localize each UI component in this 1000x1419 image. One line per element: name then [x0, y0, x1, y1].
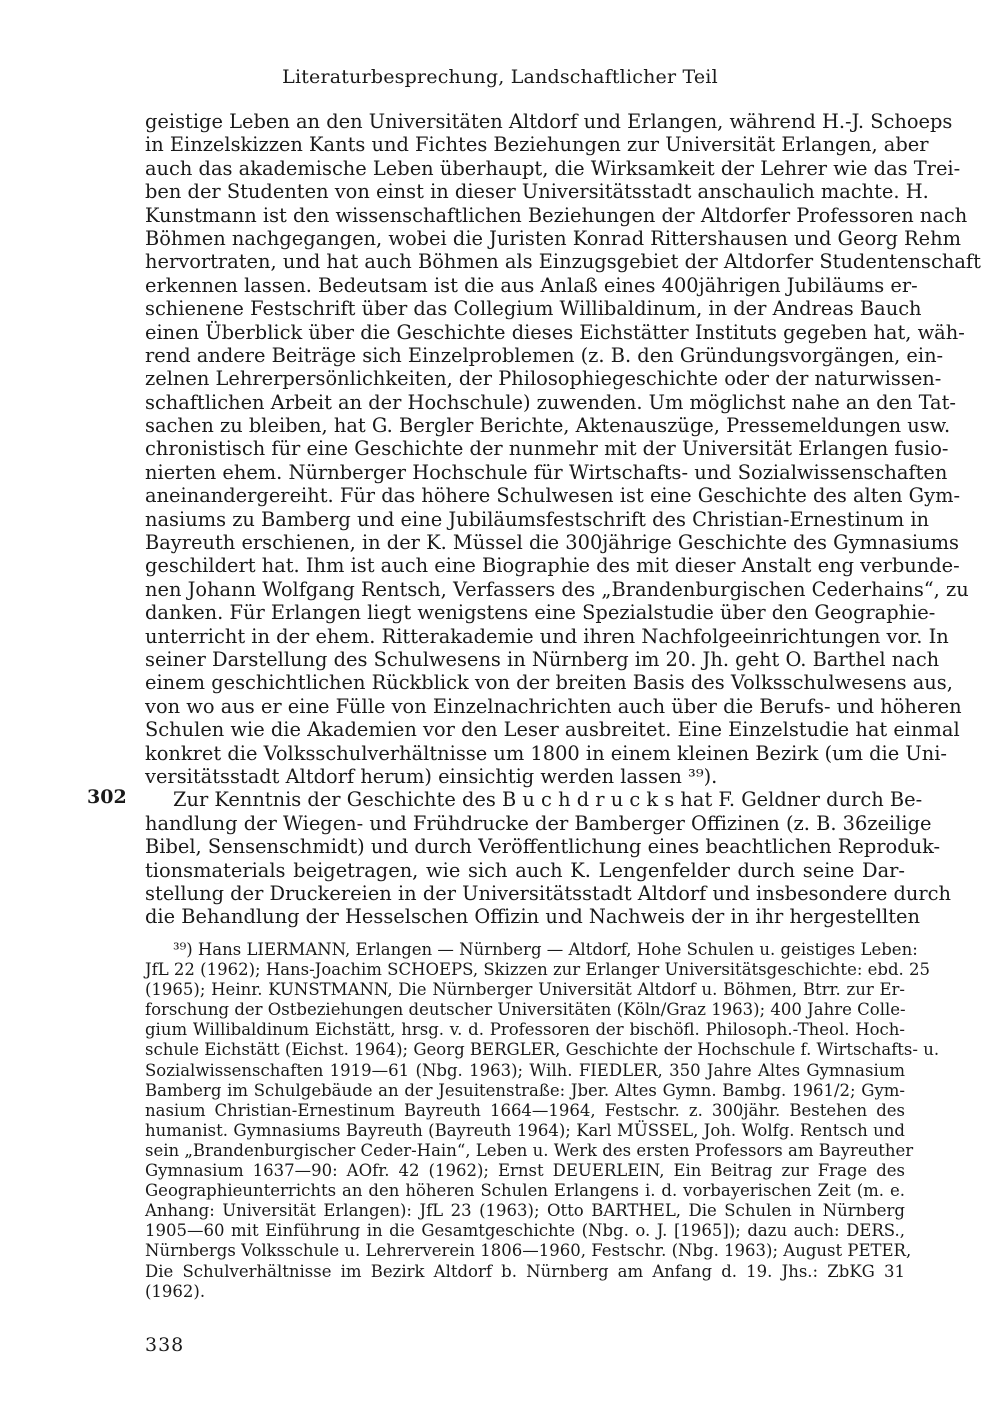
text-line: stellung der Druckereien in der Universitätsstadt Altdorf und insbesondere durch: [145, 881, 951, 905]
footnote-line: Gymnasium 1637—90: AOfr. 42 (1962); Ernst DEUERLEIN, Ein Beitrag zur Frage des: [145, 1161, 905, 1181]
text-line: unterricht in der ehem. Ritterakademie und ihren Nachfolgeeinrichtungen vor. In: [145, 624, 949, 648]
footnote-line: (1965); Heinr. KUNSTMANN, Die Nürnberger Universität Altdorf u. Böhmen, Btrr. zur Er-: [145, 980, 905, 1000]
text-line: Zur Kenntnis der Geschichte des B u c h d r u c k s hat F. Geldner durch Be-: [173, 788, 923, 812]
footnote-line: sein „Brandenburgischer Ceder-Hain“, Leben u. Werk des ersten Professors am Bayreuther: [145, 1140, 914, 1160]
text-line: handlung der Wiegen- und Frühdrucke der Bamberger Offizinen (z. B. 36zeilige: [145, 811, 932, 835]
footnote-line: Geographieunterrichts an den höheren Schulen Erlangens i. d. vorbayerischen Zeit (m. e.: [145, 1181, 905, 1201]
text-line: Schulen wie die Akademien vor den Leser ausbreitet. Eine Einzelstudie hat einmal: [145, 718, 960, 742]
footnote-line: gium Willibaldinum Eichstätt, hrsg. v. d. Professoren der bischöfl. Philosoph.-Theol. Hoch-: [145, 1020, 905, 1040]
text-line: seiner Darstellung des Schulwesens in Nürnberg im 20. Jh. geht O. Barthel nach: [145, 647, 940, 671]
footnote-line: 1905—60 mit Einführung in die Gesamtgeschichte (Nbg. o. J. [1965]); dazu auch: DERS.,: [145, 1221, 905, 1241]
text-line: Bayreuth erschienen, in der K. Müssel die 300jährige Geschichte des Gymnasiums: [145, 531, 959, 555]
footnote-line: forschung der Ostbeziehungen deutscher Universitäten (Köln/Graz 1963); 400 Jahre Colle-: [145, 1000, 906, 1020]
text-line: tionsmaterials beigetragen, wie sich auch K. Lengenfelder durch seine Dar-: [145, 858, 905, 882]
text-line: zelnen Lehrerpersönlichkeiten, der Philosophiegeschichte oder der naturwissen-: [145, 367, 942, 391]
text-line: konkret die Volksschulverhältnisse um 1800 in einem kleinen Bezirk (um die Uni-: [145, 741, 947, 765]
page-number: 338: [145, 1334, 185, 1356]
text-line: von wo aus er eine Fülle von Einzelnachrichten auch über die Berufs- und höheren: [145, 694, 962, 718]
text-line: einen Überblick über die Geschichte dieses Eichstätter Instituts gegeben hat, wäh-: [145, 320, 965, 344]
text-line: nasiums zu Bamberg und eine Jubiläumsfestschrift des Christian-Ernestinum in: [145, 507, 930, 531]
text-line: nen Johann Wolfgang Rentsch, Verfassers des „Brandenburgischen Cederhains“, zu: [145, 577, 969, 601]
footnote-line: humanist. Gymnasiums Bayreuth (Bayreuth 1964); Karl MÜSSEL, Joh. Wolfg. Rentsch und: [145, 1120, 905, 1140]
text-line: schienene Festschrift über das Collegium Willibaldinum, in der Andreas Bauch: [145, 297, 922, 321]
footnote-line: Die Schulverhältnisse im Bezirk Altdorf b. Nürnberg am Anfang d. 19. Jhs.: ZbKG 31: [145, 1261, 905, 1281]
text-line: nierten ehem. Nürnberger Hochschule für Wirtschafts- und Sozialwissenschaften: [145, 460, 948, 484]
text-line: rend andere Beiträge sich Einzelproblemen (z. B. den Gründungsvorgängen, ein-: [145, 343, 944, 367]
text-line: hervortraten, und hat auch Böhmen als Einzugsgebiet der Altdorfer Studentenschaft: [145, 250, 981, 274]
main-text: [145, 110, 981, 929]
text-line: auch das akademische Leben überhaupt, die Wirksamkeit der Lehrer wie das Trei-: [145, 156, 961, 180]
footnote-line: Nürnbergs Volksschule u. Lehrerverein 1806—1960, Festschr. (Nbg. 1963); August PETER,: [145, 1241, 912, 1261]
text-line: ben der Studenten von einst in dieser Universitätsstadt anschaulich machte. H.: [145, 180, 929, 204]
text-line: danken. Für Erlangen liegt wenigstens eine Spezialstudie über den Geographie-: [145, 601, 936, 625]
text-line: einem geschichtlichen Rückblick von der breiten Basis des Volksschulwesens aus,: [145, 671, 953, 695]
text-line: Böhmen nachgegangen, wobei die Juristen Konrad Rittershausen und Georg Rehm: [145, 226, 961, 250]
text-line: aneinandergereiht. Für das höhere Schulwesen ist eine Geschichte des alten Gym-: [145, 484, 961, 508]
text-line: Kunstmann ist den wissenschaftlichen Beziehungen der Altdorfer Professoren nach: [145, 203, 968, 227]
text-line: geistige Leben an den Universitäten Altdorf und Erlangen, während H.-J. Schoeps: [145, 110, 953, 133]
text-line: chronistisch für eine Geschichte der nunmehr mit der Universität Erlangen fusio-: [145, 437, 949, 461]
footnote-line: Bamberg im Schulgebäude an der Jesuitenstraße: Jber. Altes Gymn. Bambg. 1961/2; Gym-: [145, 1080, 905, 1100]
text-line: geschildert hat. Ihm ist auch eine Biographie des mit dieser Anstalt eng verbunde-: [145, 554, 960, 578]
footnotes: [145, 940, 940, 1302]
text-line: sachen zu bleiben, hat G. Bergler Berichte, Aktenauszüge, Pressemeldungen usw.: [145, 414, 951, 438]
text-line: erkennen lassen. Bedeutsam ist die aus Anlaß eines 400jährigen Jubiläums er-: [145, 273, 918, 297]
footnote-line: schule Eichstätt (Eichst. 1964); Georg BERGLER, Geschichte der Hochschule f. Wirtschafts- u.: [145, 1040, 940, 1060]
footnote-line: (1962).: [145, 1281, 206, 1301]
footnote-line: Anhang: Universität Erlangen): JfL 23 (1963); Otto BARTHEL, Die Schulen in Nürnberg: [145, 1201, 905, 1221]
footnote-line: JfL 22 (1962); Hans-Joachim SCHOEPS, Skizzen zur Erlanger Universitätsgeschichte: ebd. 25: [145, 960, 931, 980]
text-line: in Einzelskizzen Kants und Fichtes Beziehungen zur Universität Erlangen, aber: [145, 133, 929, 157]
footnote-line: nasium Christian-Ernestinum Bayreuth 1664—1964, Festschr. z. 300jähr. Bestehen des: [145, 1100, 905, 1120]
text-line: die Behandlung der Hesselschen Offizin und Nachweis der in ihr hergestellten: [145, 905, 920, 929]
running-header: Literaturbesprechung, Landschaftlicher Teil: [282, 66, 718, 88]
text-line: Bibel, Sensenschmidt) und durch Veröffentlichung eines beachtlichen Reproduk-: [145, 835, 941, 859]
footnote-line: Sozialwissenschaften 1919—61 (Nbg. 1963); Wilh. FIEDLER, 350 Jahre Altes Gymnasium: [145, 1060, 905, 1080]
footnote-line: ³⁹) Hans LIERMANN, Erlangen — Nürnberg — Altdorf, Hohe Schulen u. geistiges Leben:: [173, 940, 918, 959]
text-line: versitätsstadt Altdorf herum) einsichtig werden lassen ³⁹).: [145, 764, 718, 788]
text-line: schaftlichen Arbeit an der Hochschule) zuwenden. Um möglichst nahe an den Tat-: [145, 390, 956, 414]
margin-section-number: 302: [87, 786, 127, 808]
